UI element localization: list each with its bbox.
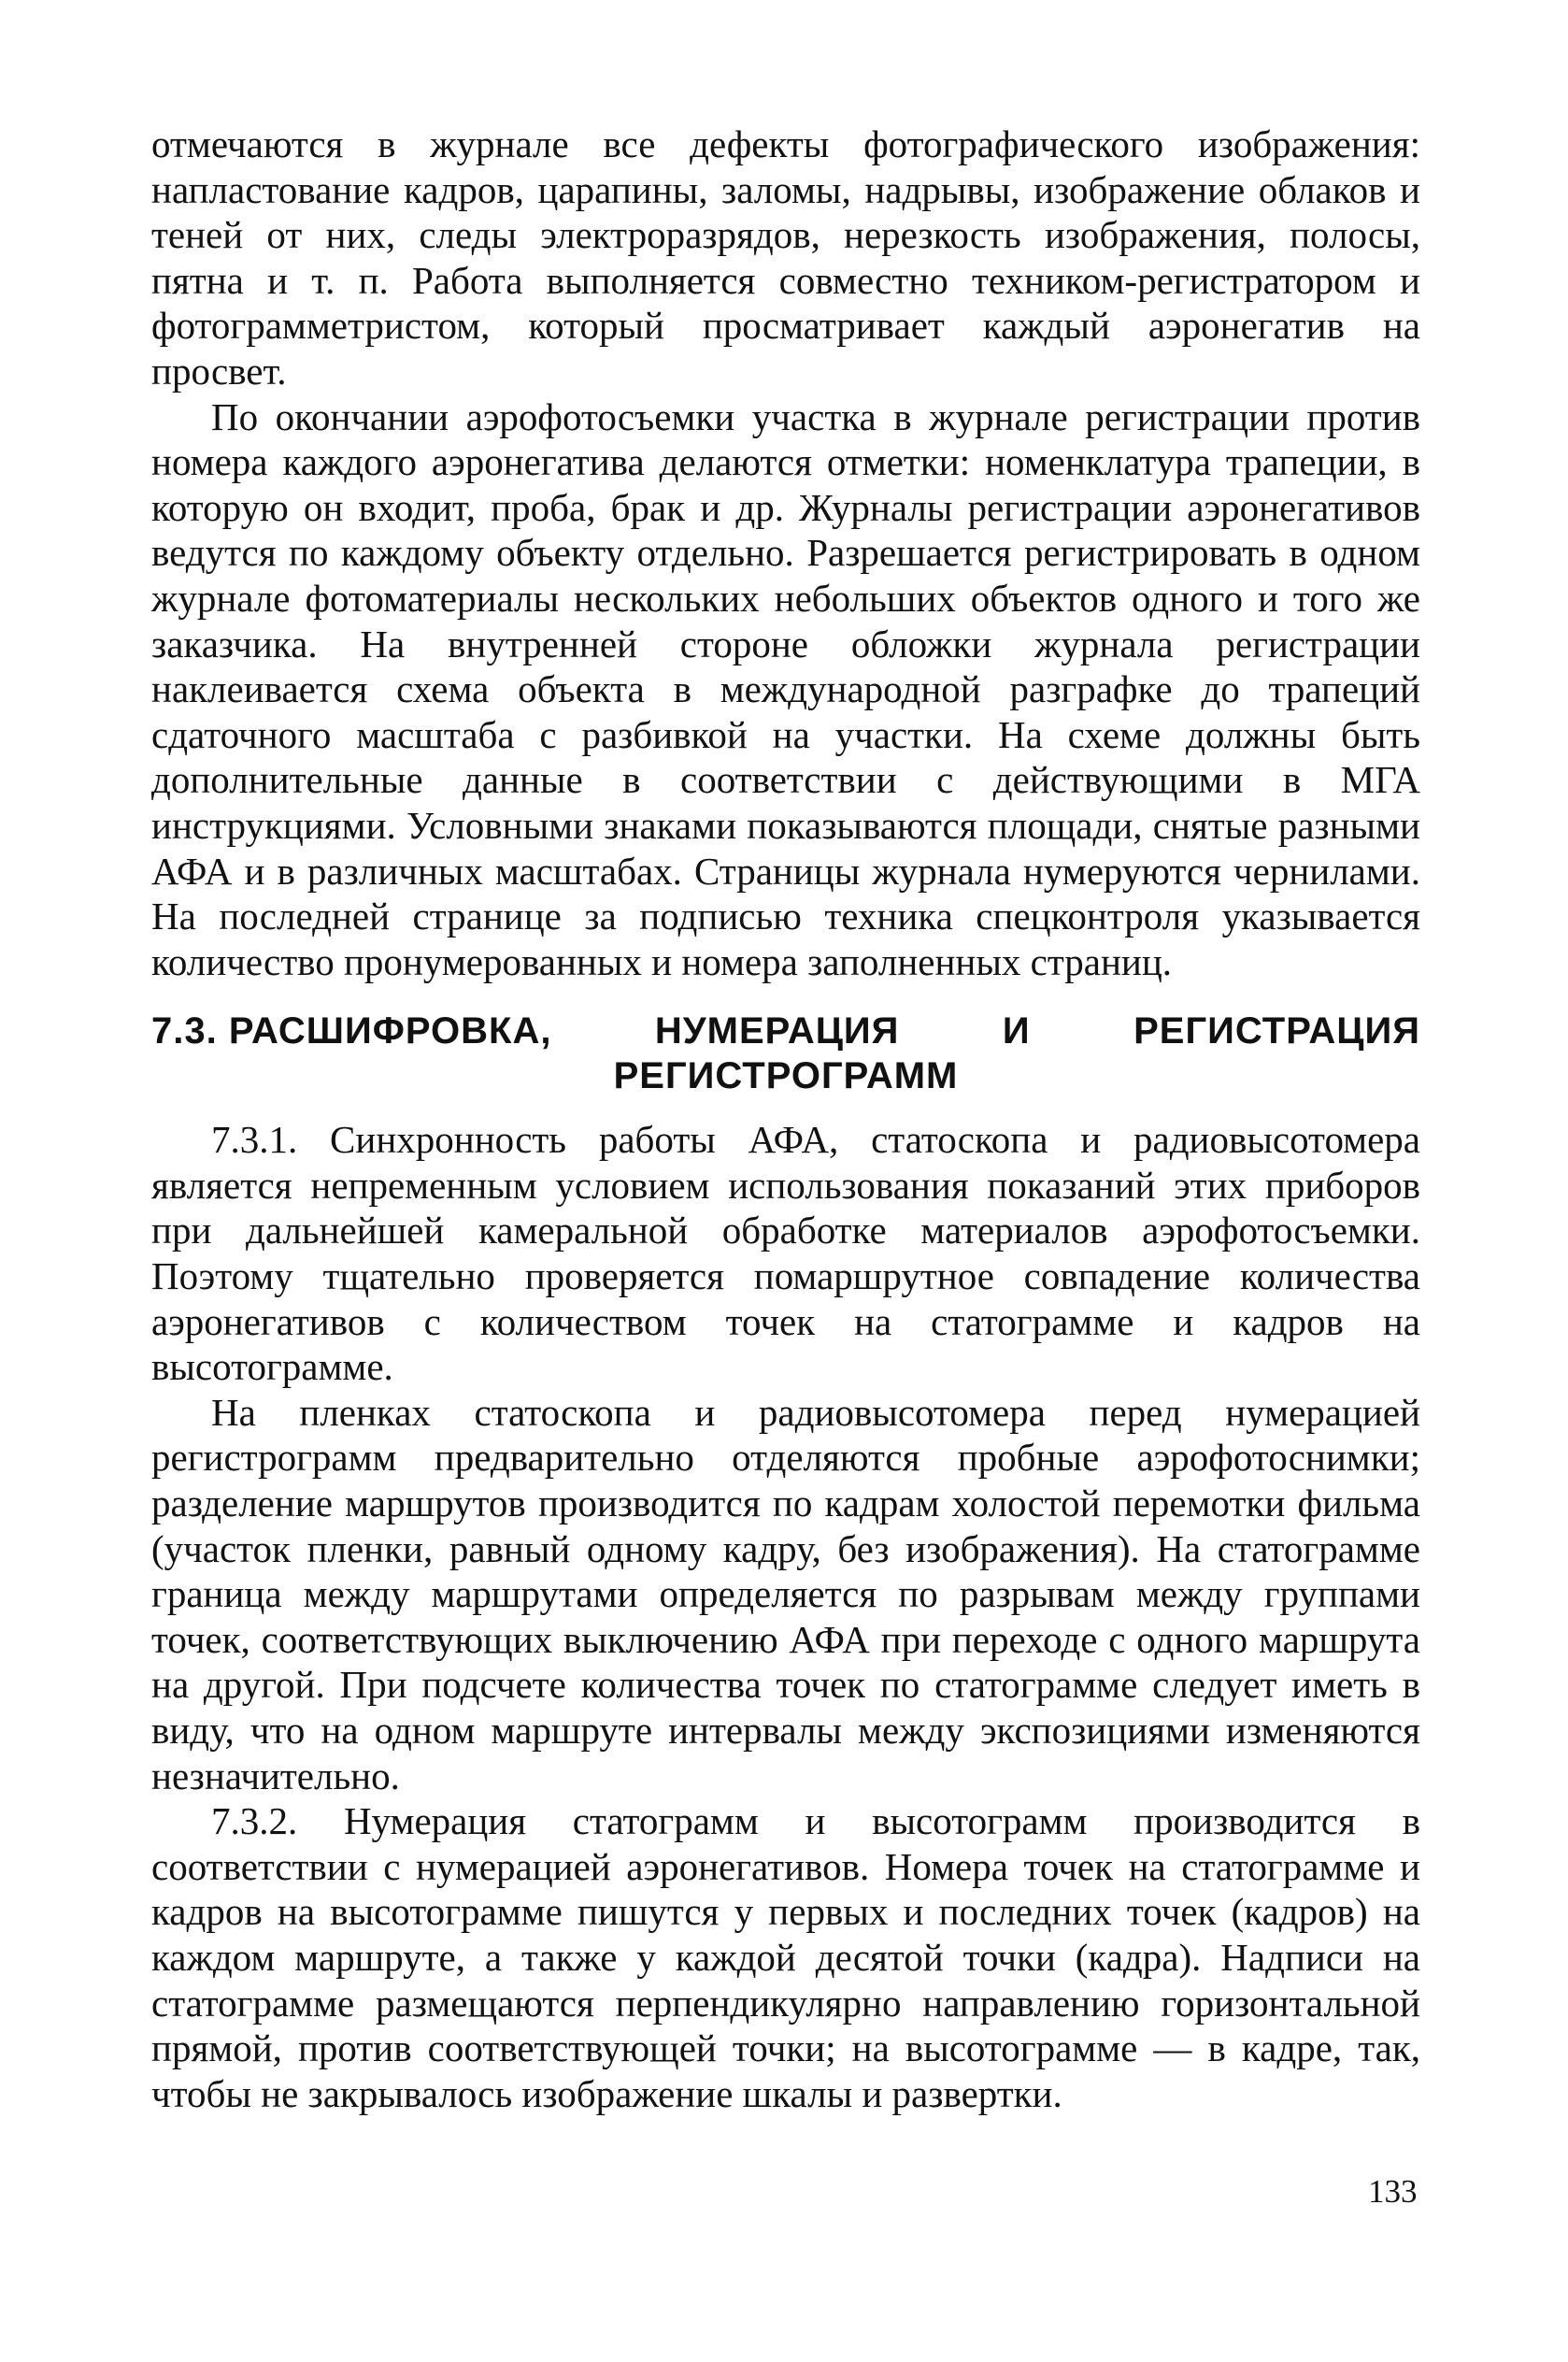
section-heading-line-1 bbox=[151, 1009, 1420, 1053]
paragraph-continued: отмечаются в журнале все дефекты фотографического изображения: напластование кадров, царапины, заломы, надрывы, изображение облаков и теней от них, следы электроразрядов, нерезкость изображения, полосы, пятна и т. п. Работа выполняется совместно техником-регистратором и фотограмметристом, который просматривает каждый аэронегатив на просвет. bbox=[151, 122, 1420, 393]
section-heading bbox=[151, 1009, 1420, 1098]
section-title-word: И bbox=[1002, 1010, 1031, 1052]
section-heading-number-word bbox=[151, 1009, 551, 1053]
page-body bbox=[151, 122, 1420, 2116]
paragraph-7-3-1: 7.3.1. Синхронность работы АФА, статоскопа и радиовысотомера является непременным условием использования показаний этих приборов при дальнейшей камеральной обработке материалов аэрофотосъемки. Поэтому тщательно проверяется помаршрутное совпадение количества аэронегативов с количеством точек на статограмме и кадров на высотограмме. bbox=[151, 1118, 1420, 1389]
section-title-word: НУМЕРАЦИЯ bbox=[654, 1010, 900, 1052]
paragraph-7-3-2: 7.3.2. Нумерация статограмм и высотограмм производится в соответствии с нумерацией аэронегативов. Номера точек на статограмме и кадров на высотограмме пишутся у первых и последних точек (кадров) на каждом маршруте, а также у каждой десятой точки (кадра). Надписи на статограмме размещаются перпендикулярно направлению горизонтальной прямой, против соответствующей точки; на высотограмме — в кадре, так, чтобы не закрывалось изображение шкалы и развертки. bbox=[151, 1799, 1420, 2115]
section-title-word: РАСШИФРОВКА, bbox=[228, 1010, 552, 1052]
paragraph-registration-journal: По окончании аэрофотосъемки участка в журнале регистрации против номера каждого аэронегатива делаются отметки: номенклатура трапеции, в которую он входит, проба, брак и др. Журналы регистрации аэронегативов ведутся по каждому объекту отдельно. Разрешается регистрировать в одном журнале фотоматериалы нескольких небольших объектов одного и того же заказчика. На внутренней стороне обложки журнала регистрации наклеивается схема объекта в международной разграфке до трапеций сдаточного масштаба с разбивкой на участки. На схеме должны быть дополнительные данные в соответствии с действующими в МГА инструкциями. Условными знаками показываются площади, снятые разными АФА и в различных масштабах. Страницы журнала нумеруются чернилами. На последней странице за подписью техника спецконтроля указывается количество пронумерованных и номера заполненных страниц. bbox=[151, 394, 1420, 983]
section-number: 7.3. bbox=[151, 1010, 218, 1052]
section-heading-line-2: РЕГИСТРОГРАММ bbox=[613, 1055, 959, 1097]
section-title-word: РЕГИСТРАЦИЯ bbox=[1133, 1010, 1420, 1052]
paragraph-film-separation: На пленках статоскопа и радиовысотомера перед нумерацией регистрограмм предварительно отделяются пробные аэрофотоснимки; разделение маршрутов производится по кадрам холостой перемотки фильма (участок пленки, равный одному кадру, без изображения). На статограмме граница между маршрутами определяется по разрывам между группами точек, соответствующих выключению АФА при переходе с одного маршрута на другой. При подсчете количества точек по статограмме следует иметь в виду, что на одном маршруте интервалы между экспозициями изменяются незначительно. bbox=[151, 1390, 1420, 1797]
page-number: 133 bbox=[1368, 2173, 1418, 2210]
